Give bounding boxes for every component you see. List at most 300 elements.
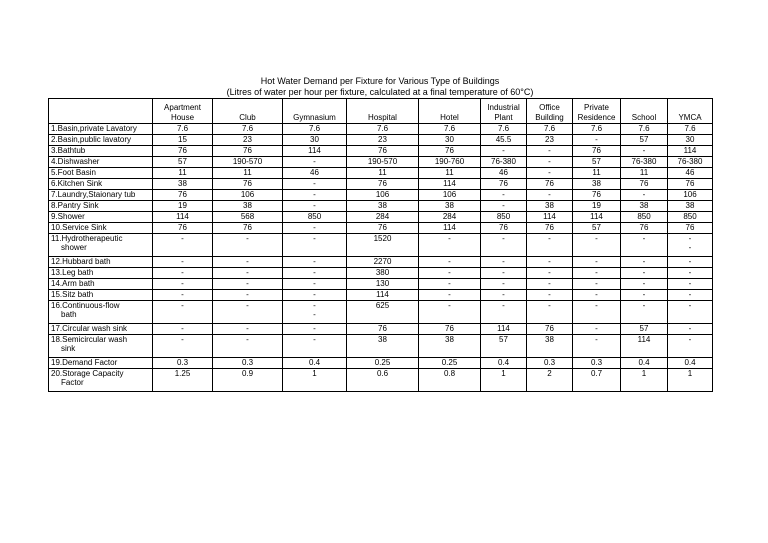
value-cell: [527, 369, 573, 392]
cell-value: 568: [240, 212, 255, 221]
value-cell: [283, 268, 347, 279]
value-cell: [283, 369, 347, 392]
cell-value: 57: [639, 324, 649, 333]
row-label-line: Factor: [61, 378, 84, 387]
cell-value: -: [246, 268, 249, 277]
value-cell: [347, 146, 419, 157]
cell-value: -: [642, 146, 646, 155]
row-label-line: 8.Pantry Sink: [51, 201, 99, 210]
value-cell: [153, 268, 213, 279]
row-label-line: 4.Dishwasher: [51, 157, 100, 166]
value-cell: [347, 179, 419, 190]
value-cell: [668, 279, 713, 290]
cell-value: 106: [240, 190, 255, 199]
cell-value: -: [448, 234, 451, 243]
value-cell: [573, 358, 621, 369]
value-cell: [668, 212, 713, 223]
value-cell: [668, 124, 713, 135]
column-header-line: Hotel: [440, 113, 459, 122]
row-label-line: 6.Kitchen Sink: [51, 179, 103, 188]
cell-value: 11: [243, 168, 252, 177]
value-cell: [347, 212, 419, 223]
row-label-cell: [49, 190, 153, 201]
cell-value: 76: [178, 146, 187, 155]
table-row: [49, 168, 713, 179]
cell-value: 7.6: [497, 124, 510, 133]
cell-value: -: [246, 290, 249, 299]
value-cell: [419, 268, 481, 279]
table-row: [49, 201, 713, 212]
column-header-line: Office: [539, 103, 560, 112]
row-label-cell: [49, 335, 153, 358]
cell-value: -: [642, 190, 646, 199]
table-row: [49, 212, 713, 223]
row-label-line: bath: [61, 310, 77, 319]
cell-value: 38: [445, 335, 454, 344]
table-row: [49, 335, 713, 358]
value-cell: [347, 135, 419, 146]
cell-value: -: [313, 335, 316, 344]
cell-value: 7.6: [638, 124, 650, 133]
cell-value: -: [448, 268, 451, 277]
cell-value: -: [642, 301, 646, 310]
value-cell: [213, 179, 283, 190]
value-cell: [573, 157, 621, 168]
cell-value: 0.3: [176, 358, 189, 367]
cell-value: 7.6: [443, 124, 456, 133]
value-cell: [347, 290, 419, 301]
value-cell: [153, 135, 213, 146]
cell-value: 0.3: [241, 358, 254, 367]
value-cell: [153, 223, 213, 234]
value-cell: [283, 135, 347, 146]
table-row: [49, 234, 713, 257]
cell-value: 38: [545, 201, 554, 210]
cell-value: 190-570: [232, 157, 263, 166]
cell-value: 57: [499, 335, 508, 344]
cell-value: -: [642, 257, 646, 266]
value-cell: [668, 146, 713, 157]
cell-value: -: [246, 257, 249, 266]
value-cell: [419, 223, 481, 234]
value-cell: [481, 268, 527, 279]
row-label-line: shower: [61, 243, 87, 252]
row-label-line: 10.Service Sink: [51, 223, 107, 232]
cell-value: 1.25: [174, 369, 191, 378]
value-cell: [347, 157, 419, 168]
value-cell: [283, 324, 347, 335]
value-cell: [481, 257, 527, 268]
value-cell: [481, 179, 527, 190]
row-label-line: sink: [61, 344, 76, 353]
value-cell: [213, 268, 283, 279]
cell-value: -: [595, 135, 598, 144]
value-cell: [668, 301, 713, 324]
cell-value: 38: [178, 179, 187, 188]
cell-value: -: [181, 268, 184, 277]
cell-value: 76: [685, 179, 695, 188]
cell-value: 76-380: [677, 157, 703, 166]
cell-value: -: [642, 234, 646, 243]
cell-value: 0.4: [638, 358, 650, 367]
row-label-cell: [49, 135, 153, 146]
row-label-line: 3.Bathtub: [51, 146, 86, 155]
column-header-line: Plant: [494, 113, 513, 122]
value-cell: [527, 146, 573, 157]
table-row: [49, 135, 713, 146]
value-cell: [213, 201, 283, 212]
cell-value: -: [181, 324, 184, 333]
value-cell: [153, 157, 213, 168]
value-cell: [668, 135, 713, 146]
value-cell: [668, 168, 713, 179]
value-cell: [527, 335, 573, 358]
value-cell: [213, 135, 283, 146]
value-cell: [621, 179, 668, 190]
value-cell: [621, 268, 668, 279]
value-cell: [213, 358, 283, 369]
value-cell: [621, 257, 668, 268]
cell-value: 76: [378, 179, 387, 188]
table-row: [49, 257, 713, 268]
value-cell: [527, 324, 573, 335]
cell-value: 114: [308, 146, 321, 155]
row-label-cell: [49, 179, 153, 190]
column-header: [347, 99, 419, 124]
value-cell: [347, 268, 419, 279]
cell-value: 190-570: [367, 157, 398, 166]
value-cell: [419, 358, 481, 369]
value-cell: [347, 234, 419, 257]
row-label-line: 9.Shower: [51, 212, 85, 221]
value-cell: [527, 234, 573, 257]
cell-value: -: [595, 257, 598, 266]
value-cell: [283, 212, 347, 223]
value-cell: [419, 257, 481, 268]
cell-value: 76: [639, 179, 649, 188]
cell-value: 76: [378, 223, 387, 232]
value-cell: [419, 279, 481, 290]
hot-water-demand-table: [48, 98, 713, 392]
value-cell: [419, 157, 481, 168]
cell-value: -: [548, 157, 551, 166]
cell-value: 850: [637, 212, 651, 221]
cell-value: -: [548, 279, 551, 288]
value-cell: [621, 335, 668, 358]
cell-value: 46: [685, 168, 695, 177]
cell-value: 38: [243, 201, 252, 210]
table-row: [49, 268, 713, 279]
column-header-line: [284, 103, 345, 113]
value-cell: [621, 201, 668, 212]
value-cell: [213, 190, 283, 201]
cell-value: 0.9: [241, 369, 254, 378]
row-label-cell: [49, 257, 153, 268]
cell-value: 19: [178, 201, 187, 210]
cell-value: 11: [445, 168, 454, 177]
value-cell: [621, 290, 668, 301]
cell-value: 11: [378, 168, 387, 177]
cell-value: 76: [545, 324, 554, 333]
cell-value: 57: [639, 135, 649, 144]
cell-value: -: [313, 157, 316, 166]
cell-value: 0.25: [441, 358, 458, 367]
value-cell: [668, 290, 713, 301]
value-cell: [347, 168, 419, 179]
cell-value: -: [246, 279, 249, 288]
cell-value: 23: [545, 135, 554, 144]
value-cell: [213, 301, 283, 324]
value-cell: [283, 290, 347, 301]
value-cell: [527, 358, 573, 369]
cell-value: 114: [683, 146, 697, 155]
cell-value: 0.3: [543, 358, 556, 367]
value-cell: [419, 190, 481, 201]
cell-value: 38: [639, 201, 649, 210]
cell-value: -: [448, 257, 451, 266]
value-cell: [283, 358, 347, 369]
cell-value: -: [688, 243, 692, 252]
value-cell: [573, 369, 621, 392]
value-cell: [283, 279, 347, 290]
cell-value: 2270: [373, 257, 392, 266]
row-label-line: 17.Circular wash sink: [51, 324, 128, 333]
cell-value: 1: [687, 369, 693, 378]
row-label-line: 18.Semicircular wash: [51, 335, 128, 344]
cell-value: 76: [178, 223, 187, 232]
header-corner-cell: [49, 99, 153, 124]
value-cell: [668, 324, 713, 335]
cell-value: 0.8: [443, 369, 456, 378]
cell-value: 76-380: [631, 157, 657, 166]
cell-value: -: [595, 279, 598, 288]
cell-value: 130: [375, 279, 390, 288]
cell-value: 76: [243, 223, 252, 232]
value-cell: [419, 335, 481, 358]
value-cell: [481, 301, 527, 324]
cell-value: -: [246, 335, 249, 344]
cell-value: 46: [310, 168, 319, 177]
value-cell: [283, 179, 347, 190]
value-cell: [347, 257, 419, 268]
value-cell: [153, 279, 213, 290]
value-cell: [668, 223, 713, 234]
value-cell: [153, 179, 213, 190]
cell-value: 76: [592, 190, 601, 199]
value-cell: [153, 190, 213, 201]
value-cell: [527, 179, 573, 190]
value-cell: [481, 324, 527, 335]
column-header-line: Building: [535, 113, 564, 122]
column-header-line: [669, 103, 711, 113]
value-cell: [527, 257, 573, 268]
cell-value: -: [548, 234, 551, 243]
row-label-cell: [49, 212, 153, 223]
value-cell: [481, 279, 527, 290]
cell-value: -: [502, 290, 505, 299]
row-label-cell: [49, 301, 153, 324]
value-cell: [668, 358, 713, 369]
cell-value: -: [642, 290, 646, 299]
cell-value: 30: [685, 135, 695, 144]
value-cell: [527, 223, 573, 234]
cell-value: 38: [378, 201, 387, 210]
table-row: [49, 369, 713, 392]
column-header-line: Private: [584, 103, 609, 112]
cell-value: -: [181, 290, 184, 299]
value-cell: [213, 324, 283, 335]
cell-value: 30: [310, 135, 319, 144]
value-cell: [153, 146, 213, 157]
column-header: [527, 99, 573, 124]
row-label-line: 20.Storage Capacity: [51, 369, 124, 378]
cell-value: 76: [178, 190, 187, 199]
cell-value: -: [548, 290, 551, 299]
value-cell: [283, 190, 347, 201]
column-header-line: YMCA: [678, 113, 702, 122]
cell-value: 0.3: [590, 358, 603, 367]
cell-value: 625: [375, 301, 390, 310]
cell-value: 0.6: [376, 369, 389, 378]
cell-value: 1: [641, 369, 647, 378]
value-cell: [153, 301, 213, 324]
row-label-line: 7.Laundry,Staionary tub: [51, 190, 136, 199]
cell-value: -: [448, 290, 451, 299]
value-cell: [573, 201, 621, 212]
cell-value: -: [688, 290, 692, 299]
cell-value: 57: [592, 223, 601, 232]
cell-value: -: [548, 257, 551, 266]
value-cell: [153, 212, 213, 223]
value-cell: [527, 124, 573, 135]
value-cell: [621, 135, 668, 146]
value-cell: [419, 234, 481, 257]
value-cell: [419, 124, 481, 135]
row-label-line: 12.Hubbard bath: [51, 257, 111, 266]
row-label-line: 14.Arm bath: [51, 279, 95, 288]
cell-value: 76-380: [491, 157, 516, 166]
value-cell: [621, 369, 668, 392]
value-cell: [283, 146, 347, 157]
value-cell: [153, 124, 213, 135]
cell-value: 76: [685, 223, 695, 232]
cell-value: 114: [497, 324, 510, 333]
value-cell: [668, 369, 713, 392]
value-cell: [347, 358, 419, 369]
cell-value: -: [313, 268, 316, 277]
value-cell: [668, 234, 713, 257]
value-cell: [527, 290, 573, 301]
value-cell: [621, 168, 668, 179]
cell-value: -: [313, 290, 316, 299]
value-cell: [213, 234, 283, 257]
cell-value: 57: [592, 157, 601, 166]
cell-value: -: [313, 234, 316, 243]
cell-value: -: [181, 301, 184, 310]
cell-value: 106: [683, 190, 697, 199]
cell-value: -: [688, 301, 692, 310]
cell-value: 114: [590, 212, 603, 221]
value-cell: [527, 301, 573, 324]
value-cell: [527, 268, 573, 279]
value-cell: [283, 168, 347, 179]
cell-value: 38: [685, 201, 695, 210]
value-cell: [573, 290, 621, 301]
value-cell: [621, 324, 668, 335]
value-cell: [527, 157, 573, 168]
table-row: [49, 190, 713, 201]
column-header-line: [214, 103, 281, 113]
value-cell: [621, 301, 668, 324]
cell-value: -: [502, 201, 505, 210]
value-cell: [573, 279, 621, 290]
value-cell: [527, 212, 573, 223]
cell-value: 1: [312, 369, 317, 378]
cell-value: 76: [243, 179, 252, 188]
cell-value: -: [246, 301, 249, 310]
column-header-line: [622, 103, 666, 113]
value-cell: [481, 146, 527, 157]
cell-value: 11: [639, 168, 649, 177]
value-cell: [419, 324, 481, 335]
cell-value: 11: [178, 168, 187, 177]
cell-value: -: [448, 279, 451, 288]
value-cell: [213, 257, 283, 268]
value-cell: [621, 124, 668, 135]
cell-value: -: [313, 324, 316, 333]
row-label-cell: [49, 157, 153, 168]
cell-value: -: [688, 324, 692, 333]
cell-value: 1520: [373, 234, 392, 243]
cell-value: -: [181, 279, 184, 288]
value-cell: [481, 157, 527, 168]
cell-value: -: [595, 324, 598, 333]
value-cell: [621, 146, 668, 157]
cell-value: -: [548, 168, 551, 177]
cell-value: 1: [501, 369, 506, 378]
table-row: [49, 301, 713, 324]
cell-value: -: [502, 234, 505, 243]
value-cell: [213, 146, 283, 157]
cell-value: 23: [243, 135, 252, 144]
value-cell: [213, 290, 283, 301]
row-label-cell: [49, 234, 153, 257]
cell-value: 2: [547, 369, 552, 378]
cell-value: 15: [178, 135, 187, 144]
value-cell: [573, 324, 621, 335]
column-header-line: [420, 103, 479, 113]
row-label-line: 1.Basin,private Lavatory: [51, 124, 137, 133]
value-cell: [213, 124, 283, 135]
column-header: [481, 99, 527, 124]
value-cell: [283, 124, 347, 135]
value-cell: [153, 234, 213, 257]
cell-value: -: [181, 234, 184, 243]
cell-value: -: [246, 324, 249, 333]
value-cell: [347, 279, 419, 290]
value-cell: [283, 257, 347, 268]
cell-value: 0.7: [590, 369, 603, 378]
row-label-cell: [49, 279, 153, 290]
cell-value: 30: [445, 135, 454, 144]
column-header-line: School: [631, 113, 657, 122]
value-cell: [481, 124, 527, 135]
column-header-line: Club: [239, 113, 256, 122]
column-header: [213, 99, 283, 124]
cell-value: 850: [683, 212, 697, 221]
cell-value: 114: [443, 179, 456, 188]
table-row: [49, 358, 713, 369]
